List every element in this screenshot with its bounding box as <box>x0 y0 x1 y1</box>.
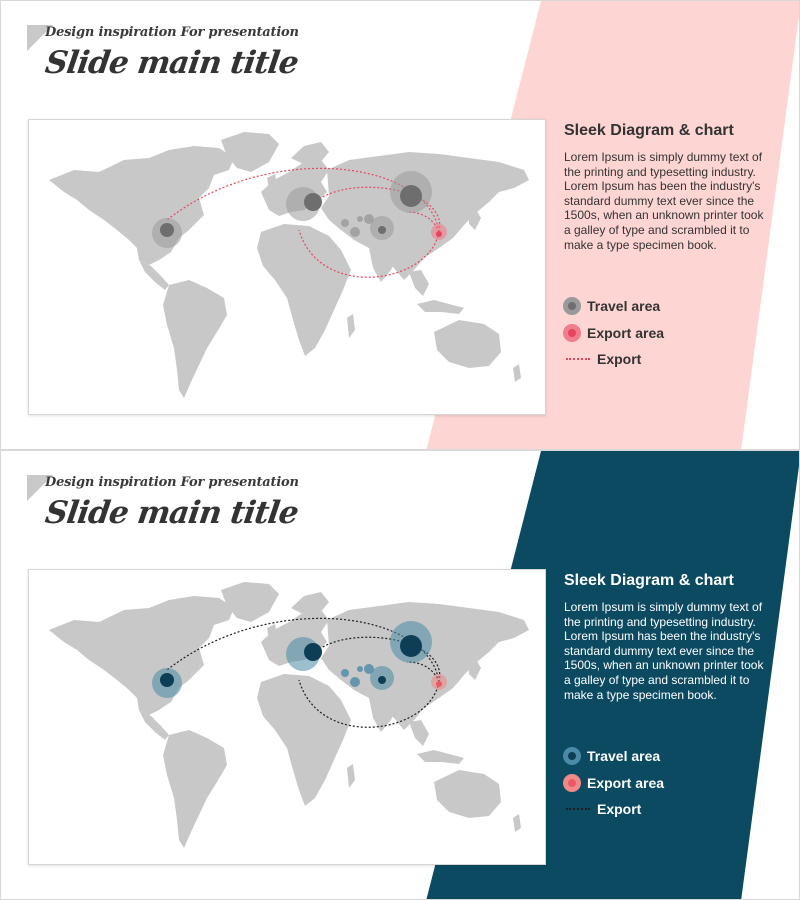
side-title: Sleek Diagram & chart <box>564 122 734 139</box>
world-map-svg <box>29 570 547 866</box>
world-map-svg <box>29 120 547 416</box>
travel-area-icon <box>562 746 582 766</box>
export-area-icon <box>562 323 582 343</box>
legend-travel-label: Travel area <box>587 748 661 764</box>
legend-route-label: Export <box>597 801 642 817</box>
dotted-arrow-icon <box>562 349 592 369</box>
legend-export-label: Export area <box>587 325 665 341</box>
legend-travel-area <box>562 746 660 766</box>
slide-kicker: Design inspiration For presentation <box>45 25 299 40</box>
export-area-markers <box>431 224 447 240</box>
side-description: Lorem Ipsum is simply dummy text of the printing and typesetting industry. Lorem Ipsum has been the industry's standard dummy text ever since the 1500s, when an unknown printer took a galley of type and scrambled it to make a type specimen book. <box>564 150 764 252</box>
legend-travel-area <box>562 296 660 316</box>
dotted-arrow-icon <box>562 799 592 819</box>
slide-main-title: Slide main title <box>43 45 301 81</box>
world-map-landmass <box>49 582 529 848</box>
side-title: Sleek Diagram & chart <box>564 572 734 589</box>
export-area-icon <box>562 773 582 793</box>
legend-export-area <box>562 323 664 343</box>
legend-export-route <box>562 349 641 369</box>
export-area-markers <box>431 674 447 690</box>
slide-main-title: Slide main title <box>43 495 301 531</box>
travel-area-icon <box>562 296 582 316</box>
legend-route-label: Export <box>597 351 642 367</box>
legend-export-area <box>562 773 664 793</box>
slide-kicker: Design inspiration For presentation <box>45 475 299 490</box>
world-map-card <box>28 119 546 415</box>
legend-export-route <box>562 799 641 819</box>
world-map-landmass <box>49 132 529 398</box>
world-map-card <box>28 569 546 865</box>
side-description: Lorem Ipsum is simply dummy text of the printing and typesetting industry. Lorem Ipsum has been the industry's standard dummy text ever since the 1500s, when an unknown printer took a galley of type and scrambled it to make a type specimen book. <box>564 600 764 702</box>
legend-export-label: Export area <box>587 775 665 791</box>
slide-teal <box>0 450 800 900</box>
legend-travel-label: Travel area <box>587 298 661 314</box>
